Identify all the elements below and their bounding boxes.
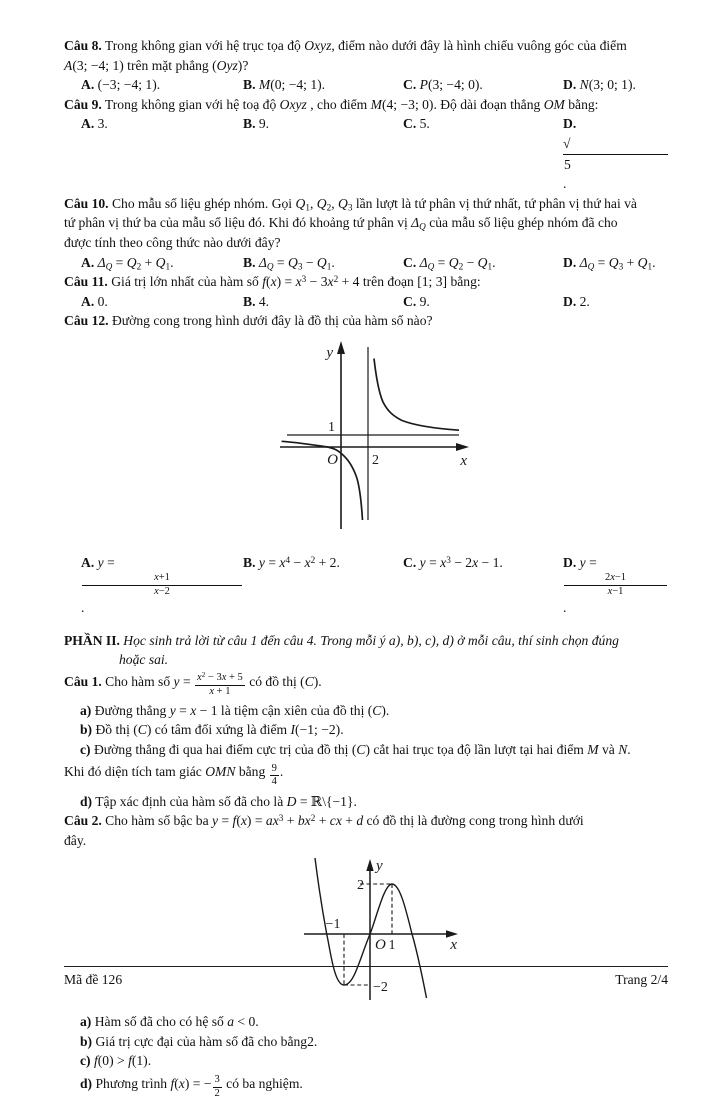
q12-option-a: A. y = x+1 x−2 . <box>81 553 243 618</box>
q12-option-b: B. $y = x^4 - x^2 + 2$. <box>243 554 340 570</box>
exam-code: Mã đề 126 <box>64 972 123 987</box>
q8-options <box>64 75 668 95</box>
q10-line-2: tứ phân vị thứ ba của mẫu số liệu đó. Khi đó khoảng tứ phân vị $\Delta_Q$ của mẫu số liệu ghép nhóm đã cho <box>64 215 618 232</box>
q10-option-c: C. $\Delta_Q = Q_2 - Q_1$. <box>403 254 496 271</box>
q12-option-c: C. $y = x^3 - 2x - 1$. <box>403 554 503 570</box>
p1-item-b: b) Đồ thị (C) có tâm đối xứng là điểm I(−1; −2). <box>80 722 344 738</box>
q11-option-c: C. 9. <box>403 293 430 309</box>
q10-options <box>64 253 668 273</box>
p1-item-a: a) Đường thẳng y = x − 1 là tiệm cận xiên của đồ thị (C). <box>80 702 390 718</box>
p1-line-1: Câu 1. Cho hàm số y = $\frac{x^2 - 3x + 5}{x + 1}$ có đồ thị (C). <box>64 671 322 697</box>
p2-item-b: b) Giá trị cực đại của hàm số đã cho bằng2. <box>80 1033 318 1049</box>
q8-option-b: B. M(0; −4; 1). <box>243 77 326 93</box>
p2-line-1: Câu 2. Cho hàm số bậc ba $y = f(x) = ax^3 + bx^2$ + cx + d có đồ thị là đường cong trong hình dưới <box>64 813 584 829</box>
q9-option-b: B. 9. <box>243 116 270 132</box>
origin-label: O <box>375 936 386 953</box>
q9-options <box>64 114 668 193</box>
q10-option-d: D. $\Delta_Q = Q_3 + Q_1$. <box>563 254 656 271</box>
q9-line-1: Câu 9. Trong không gian với hệ toạ độ Oxyz , cho điểm M(4; −3; 0). Độ dài đoạn thẳng OM bằng: <box>64 96 599 112</box>
curve-right-branch <box>374 358 459 430</box>
q9-option-c: C. 5. <box>403 116 430 132</box>
curve-left-branch <box>282 441 363 520</box>
p2-item-c: c) f(0) > f(1). <box>80 1053 152 1069</box>
q11-line-1: Câu 11. Giá trị lớn nhất của hàm số $f(x) = x^3 - 3x^2 + 4$ trên đoạn [1; 3] bằng: <box>64 273 481 290</box>
p2-item-a: a) Hàm số đã cho có hệ số a < 0. <box>80 1014 259 1030</box>
page-number: Trang 2/4 <box>615 972 668 987</box>
page-footer <box>64 966 668 990</box>
x-axis-label: x <box>450 936 457 953</box>
q8-line-2: A(3; −4; 1) trên mặt phẳng (Oyz)? <box>64 57 249 73</box>
p2-item-d: d) Phương trình f(x) = − $\frac{3}{2}$ có ba nghiệm. <box>80 1074 303 1099</box>
y-axis-label: y <box>326 344 333 361</box>
part2-heading-line-2: hoặc sai. <box>119 652 169 668</box>
q12-option-d: D. y = 2x−1 x−1 . <box>563 553 668 618</box>
tick-label-y2: 2 <box>357 877 364 893</box>
tick-label-y1: 1 <box>328 419 335 435</box>
q8-line-1: Câu 8. Trong không gian với hệ trục tọa độ Oxyz, điểm nào dưới đây là hình chiếu vuông góc của điểm <box>64 38 627 53</box>
p1-item-c-line-2: Khi đó diện tích tam giác OMN bằng $\frac{9}{4}$ . <box>64 762 284 788</box>
p2-line-2: đây. <box>64 832 87 848</box>
tick-label-x-neg1: −1 <box>325 916 341 932</box>
q8-option-d: D. N(3; 0; 1). <box>563 77 636 93</box>
tick-label-x1: 1 <box>388 937 396 953</box>
q10-option-b: B. $\Delta_Q = Q_3 - Q_1$. <box>243 254 335 271</box>
q9-option-d: D. √ 5 . <box>563 114 668 193</box>
q12-line-1: Câu 12. Đường cong trong hình dưới đây là đồ thị của hàm số nào? <box>64 313 433 329</box>
part2-heading-line-1: PHẦN II. Học sinh trả lời từ câu 1 đến câu 4. Trong mỗi ý a), b), c), d) ở mỗi câu, thí sinh chọn đúng <box>64 632 619 648</box>
x-axis-arrow-icon <box>456 443 469 451</box>
q11-option-b: B. 4. <box>243 293 270 309</box>
q10-line-3: được tính theo công thức nào dưới đây? <box>64 234 281 250</box>
x-axis-label: x <box>460 452 467 469</box>
q11-option-a: A. 0. <box>81 293 108 309</box>
q8-option-c: C. P(3; −4; 0). <box>403 77 483 93</box>
y-axis-label: y <box>376 857 383 874</box>
q12-options <box>64 553 668 618</box>
y-axis-arrow-icon <box>366 859 373 871</box>
origin-label: O <box>327 451 338 468</box>
p1-item-c: c) Đường thẳng đi qua hai điểm cực trị của đồ thị (C) cắt hai trục tọa độ lần lượt tại hai điểm M và N. <box>80 741 631 757</box>
q9-option-a: A. 3. <box>81 116 108 132</box>
figure-q12-hyperbola-graph <box>275 336 471 532</box>
tick-label-x2: 2 <box>372 452 379 468</box>
tick-label-y-neg2: −2 <box>373 979 388 995</box>
y-axis-arrow-icon <box>337 341 345 354</box>
p1-item-d: d) Tập xác định của hàm số đã cho là D = ℝ\{−1}. <box>80 793 357 809</box>
q11-options <box>64 292 668 312</box>
q8-option-a: A. (−3; −4; 1). <box>81 77 161 93</box>
q10-option-a: A. $\Delta_Q = Q_2 + Q_1$. <box>81 254 174 271</box>
q11-option-d: D. 2. <box>563 293 590 309</box>
q10-line-1: Câu 10. Cho mẫu số liệu ghép nhóm. Gọi $Q_1$, $Q_2$, $Q_3$ lần lượt là tứ phân vị thứ nhất, tứ phân vị thứ hai và <box>64 195 637 213</box>
